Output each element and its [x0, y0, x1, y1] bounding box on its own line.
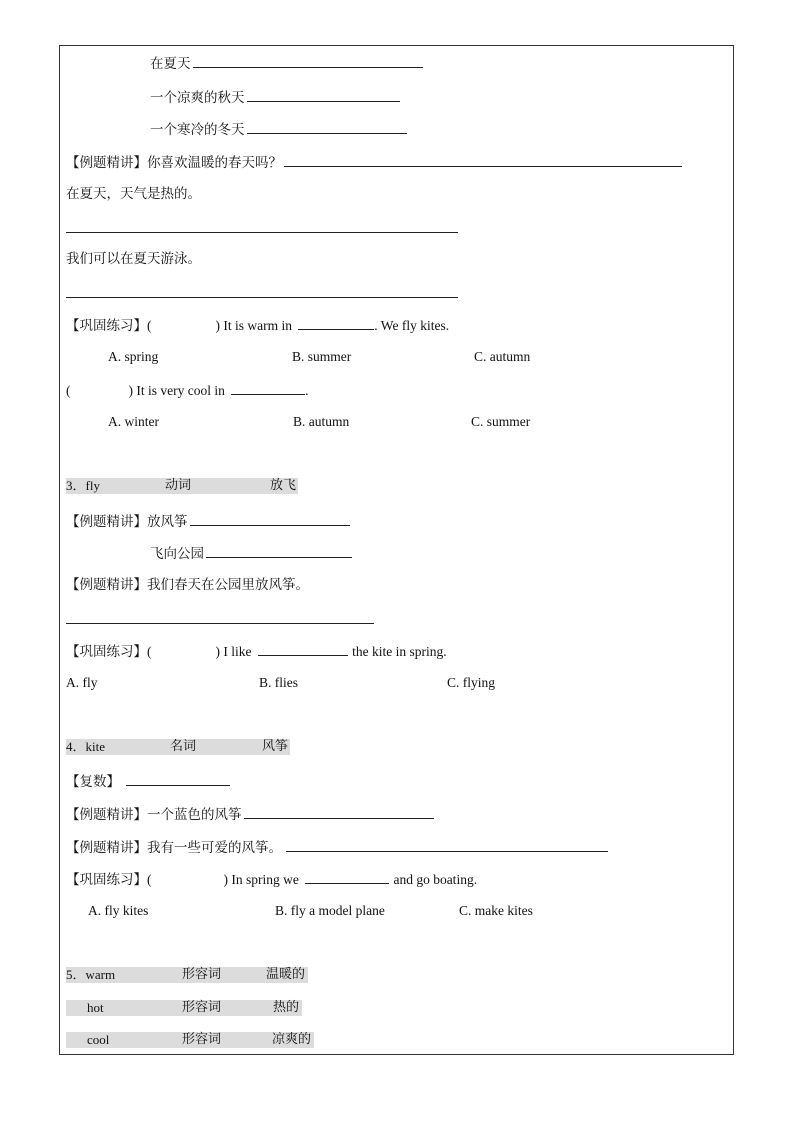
- vocab-word-hot: hot: [87, 1000, 104, 1015]
- vocab-pos: 形容词: [182, 1000, 222, 1015]
- vocab-pos: 名词: [170, 739, 197, 754]
- vocab-pos: 形容词: [182, 967, 222, 982]
- option-c[interactable]: C. make kites: [459, 903, 533, 918]
- example-lovely-kites: 【例题精讲】我有一些可爱的风筝。: [66, 837, 608, 857]
- practice-question-2: ( ) It is very cool in .: [66, 380, 309, 400]
- option-a[interactable]: A. fly kites: [88, 903, 149, 918]
- practice-question-3: 【巩固练习】( ) I like the kite in spring.: [66, 641, 447, 661]
- answer-line[interactable]: [66, 232, 458, 233]
- option-c[interactable]: C. summer: [471, 414, 531, 429]
- option-c[interactable]: C. autumn: [474, 349, 531, 364]
- example-blue-kite: 【例题精讲】一个蓝色的风筝: [66, 804, 434, 824]
- option-b[interactable]: B. flies: [259, 675, 298, 690]
- option-a[interactable]: A. winter: [108, 414, 159, 429]
- option-a[interactable]: A. fly: [66, 675, 98, 690]
- phrase-cool-autumn: 一个凉爽的秋天: [150, 87, 400, 107]
- vocab-meaning: 凉爽的: [272, 1032, 312, 1047]
- vocab-pos: 动词: [165, 478, 192, 493]
- practice-question-4: 【巩固练习】( ) In spring we and go boating.: [66, 869, 477, 889]
- phrase-in-summer: 在夏天: [150, 53, 423, 73]
- vocab-word-fly: 3．fly: [66, 478, 100, 493]
- example-fly-kite: 【例题精讲】放风筝: [66, 511, 350, 531]
- example-sentence-swim: 我们可以在夏天游泳。: [66, 251, 201, 267]
- vocab-meaning: 放飞: [270, 478, 297, 493]
- option-a[interactable]: A. spring: [108, 349, 159, 364]
- vocab-meaning: 温暖的: [266, 967, 306, 982]
- answer-line[interactable]: [66, 623, 374, 624]
- option-b[interactable]: B. summer: [292, 349, 352, 364]
- answer-line[interactable]: [66, 297, 458, 298]
- practice-question-1: 【巩固练习】( ) It is warm in . We fly kites.: [66, 315, 449, 335]
- vocab-meaning: 风筝: [262, 739, 289, 754]
- example-question: 【例题精讲】你喜欢温暖的春天吗？: [66, 152, 682, 172]
- option-c[interactable]: C. flying: [447, 675, 496, 690]
- vocab-pos: 形容词: [182, 1032, 222, 1047]
- vocab-word-warm: 5．warm: [66, 967, 116, 982]
- example-sentence-kite: 【例题精讲】我们春天在公园里放风筝。: [66, 577, 309, 593]
- phrase-cold-winter: 一个寒冷的冬天: [150, 119, 407, 139]
- option-b[interactable]: B. autumn: [293, 414, 350, 429]
- example-sentence-summer: 在夏天，天气是热的。: [66, 186, 201, 202]
- vocab-word-cool: cool: [87, 1032, 110, 1047]
- vocab-meaning: 热的: [273, 1000, 300, 1015]
- plural-prompt: 【复数】: [66, 771, 230, 791]
- option-b[interactable]: B. fly a model plane: [275, 903, 385, 918]
- example-fly-park: 飞向公园: [150, 543, 352, 563]
- vocab-word-kite: 4．kite: [66, 739, 105, 754]
